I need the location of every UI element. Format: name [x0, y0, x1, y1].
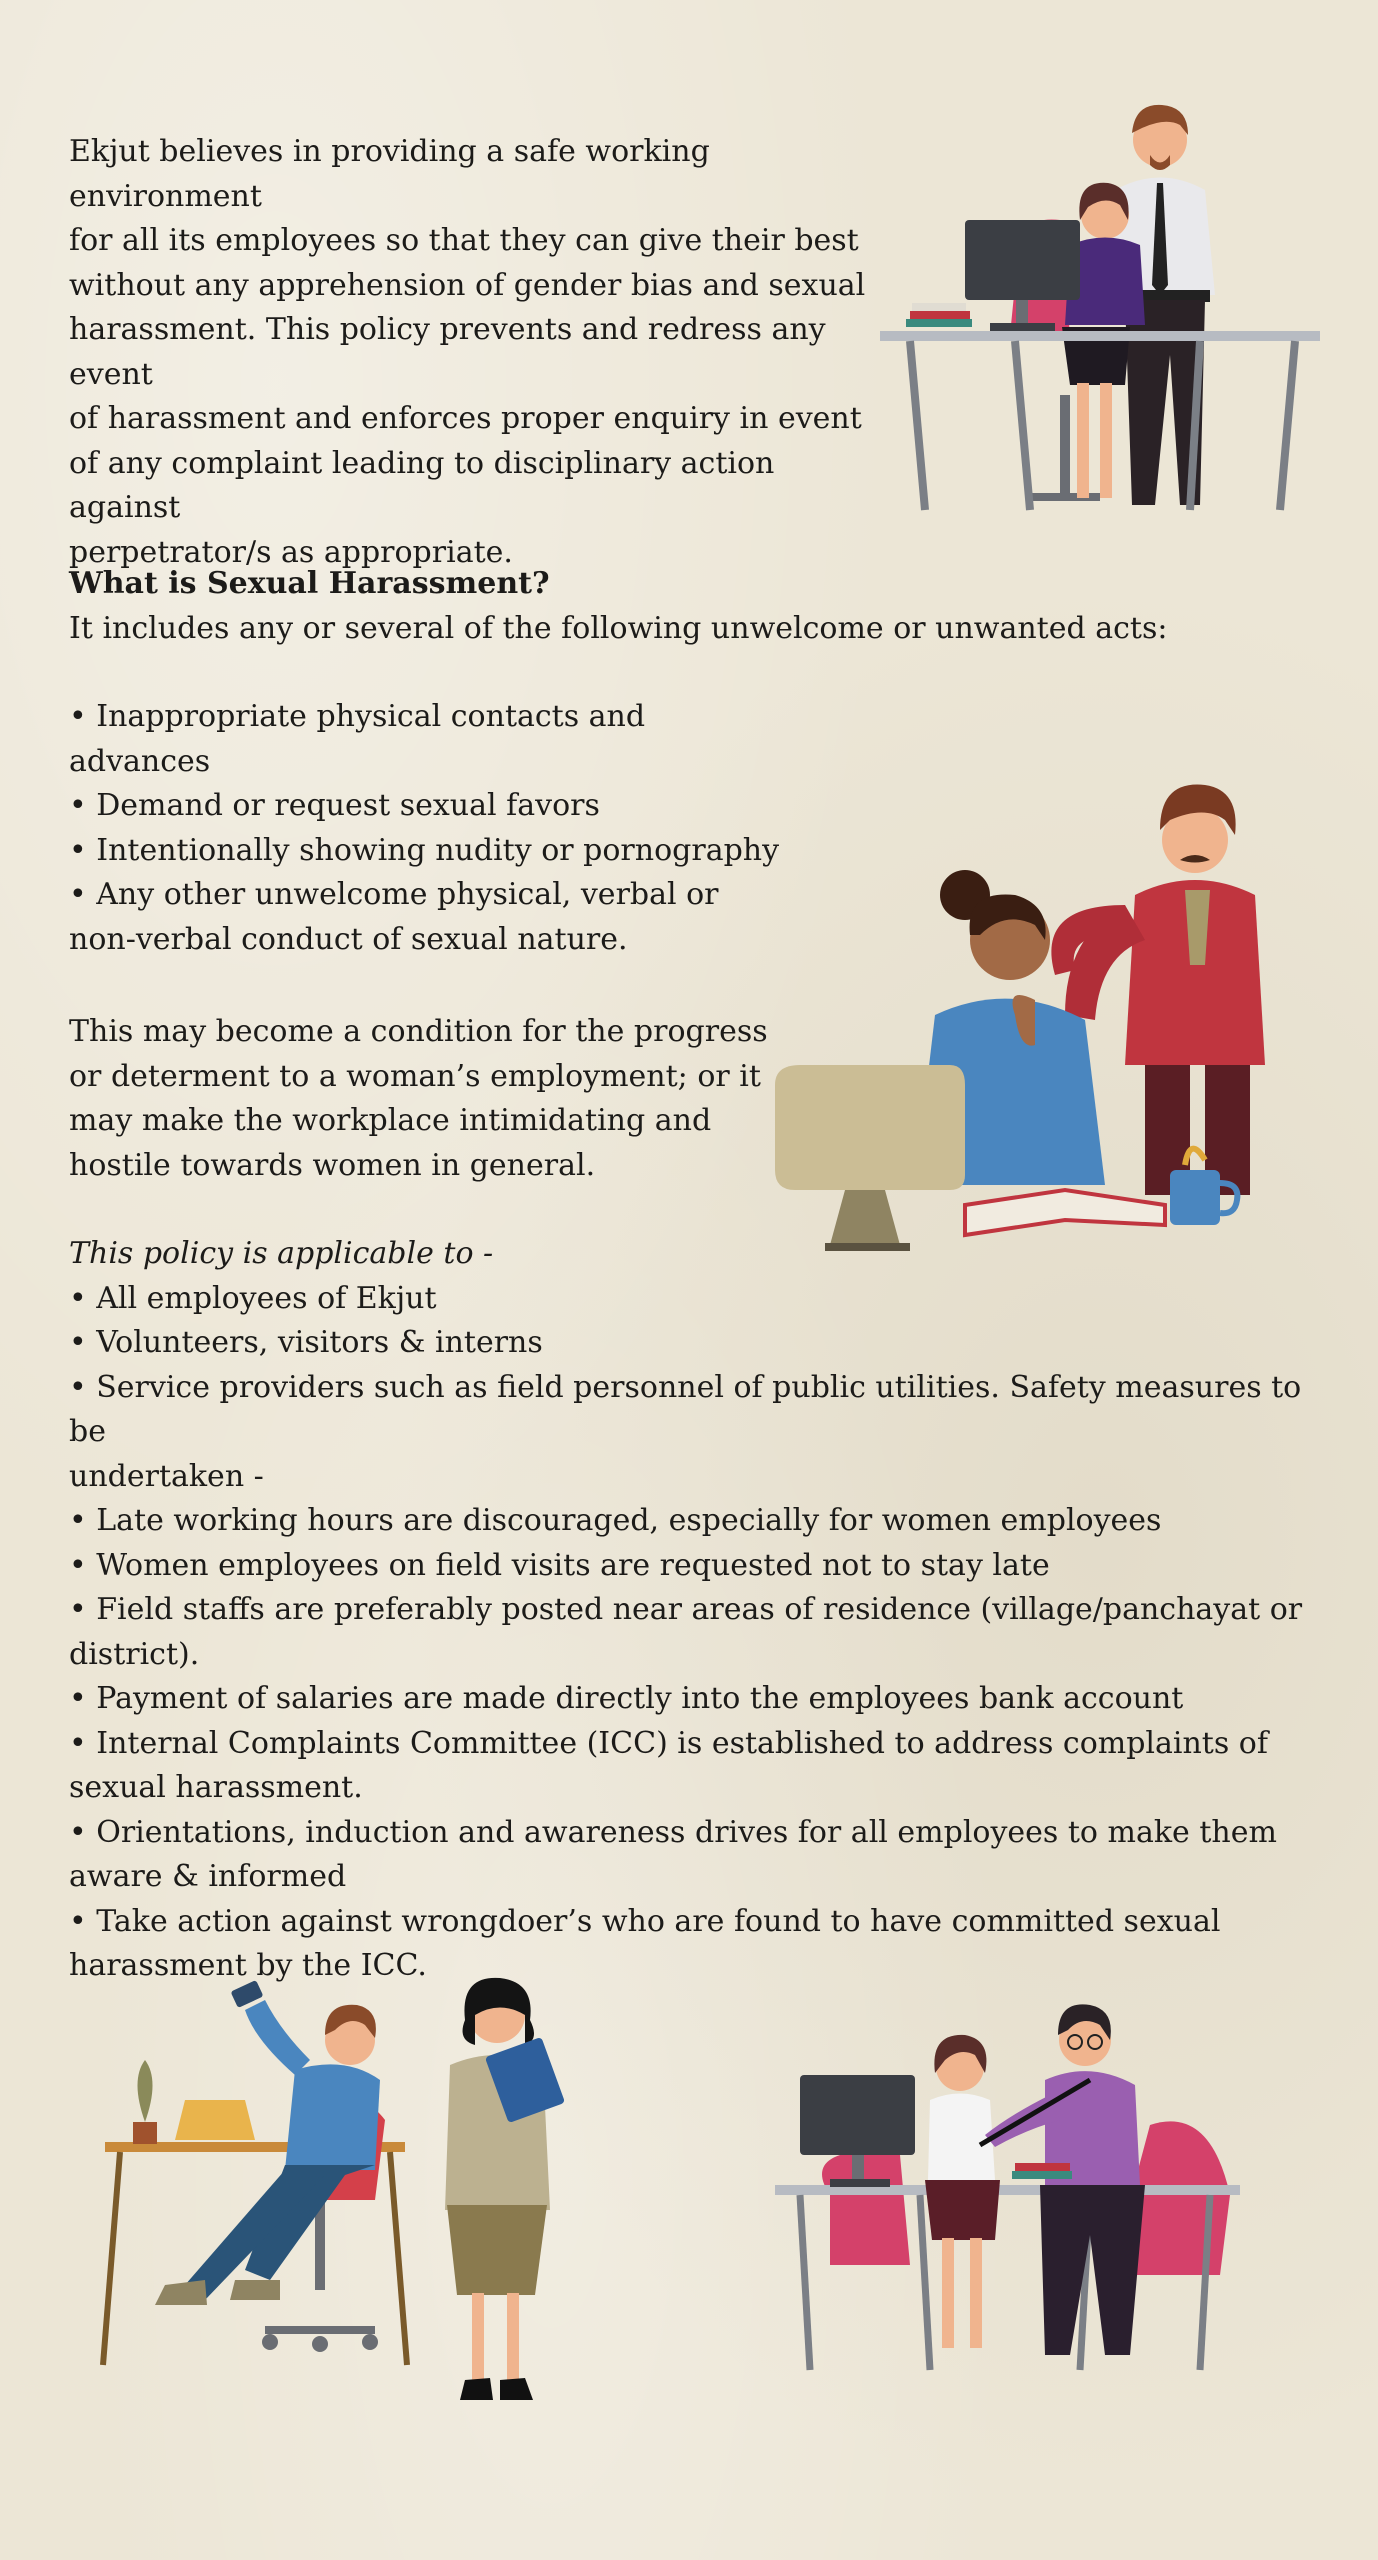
chair-man-woman-illustration [95, 1960, 585, 2415]
colleague-touch-illustration [765, 765, 1325, 1265]
list-item: • Internal Complaints Committee (ICC) is established to address complaints of [69, 1725, 1268, 1761]
list-item: aware & informed [69, 1859, 347, 1894]
acts-list [69, 695, 789, 962]
intro-line: perpetrator/s as appropriate. [69, 534, 513, 570]
list-item: • Field staffs are preferably posted near areas of residence (village/panchayat or [69, 1592, 1303, 1627]
list-item: • All employees of Ekjut [69, 1280, 437, 1316]
list-item: • Service providers such as field personnel of public utilities. Safety measures to be [69, 1369, 1302, 1449]
applicability-intro: This policy is applicable to - [69, 1236, 494, 1271]
list-item: • Orientations, induction and awareness drives for all employees to make them [69, 1814, 1277, 1850]
list-item: advances [69, 743, 211, 779]
section-subheading: It includes any or several of the following unwelcome or unwanted acts: [69, 610, 1168, 646]
condition-line: or determent to a woman’s employment; or it [69, 1058, 761, 1094]
intro-line: for all its employees so that they can give their best [69, 223, 859, 258]
list-item: • Late working hours are discouraged, especially for women employees [69, 1503, 1162, 1538]
list-item: • Volunteers, visitors & interns [69, 1325, 543, 1360]
list-item: • Take action against wrongdoer’s who are found to have committed sexual [69, 1903, 1221, 1939]
intro-line: of harassment and enforces proper enquiry in event [69, 401, 862, 436]
condition-line: This may become a condition for the progress [69, 1014, 768, 1049]
section-heading: What is Sexual Harassment? [69, 566, 550, 601]
list-item: • Women employees on field visits are requested not to stay late [69, 1547, 1050, 1583]
intro-line: harassment. This policy prevents and redress any event [69, 312, 826, 392]
list-item: sexual harassment. [69, 1770, 363, 1805]
list-item: • Demand or request sexual favors [69, 788, 600, 823]
intro-line: Ekjut believes in providing a safe working environment [69, 134, 710, 214]
list-item: harassment by the ICC. [69, 1948, 427, 1983]
list-item: • Intentionally showing nudity or pornography [69, 832, 780, 868]
condition-line: hostile towards women in general. [69, 1147, 596, 1183]
intro-line: without any apprehension of gender bias and sexual [69, 267, 866, 303]
office-desk-illustration [870, 95, 1330, 515]
list-item: undertaken - [69, 1458, 264, 1494]
list-item: • Any other unwelcome physical, verbal or [69, 877, 719, 912]
intro-line: of any complaint leading to disciplinary action against [69, 445, 775, 525]
list-item: district). [69, 1636, 200, 1672]
list-item: non-verbal conduct of sexual nature. [69, 921, 628, 957]
condition-paragraph [69, 1010, 769, 1188]
intro-paragraph [69, 130, 879, 575]
desk-pair-illustration [770, 1995, 1245, 2385]
list-item: • Inappropriate physical contacts and [69, 699, 646, 734]
condition-line: may make the workplace intimidating and [69, 1103, 712, 1138]
definition-section [69, 562, 1329, 651]
list-item: • Payment of salaries are made directly into the employees bank account [69, 1681, 1184, 1716]
applicability-section [69, 1232, 1309, 1989]
